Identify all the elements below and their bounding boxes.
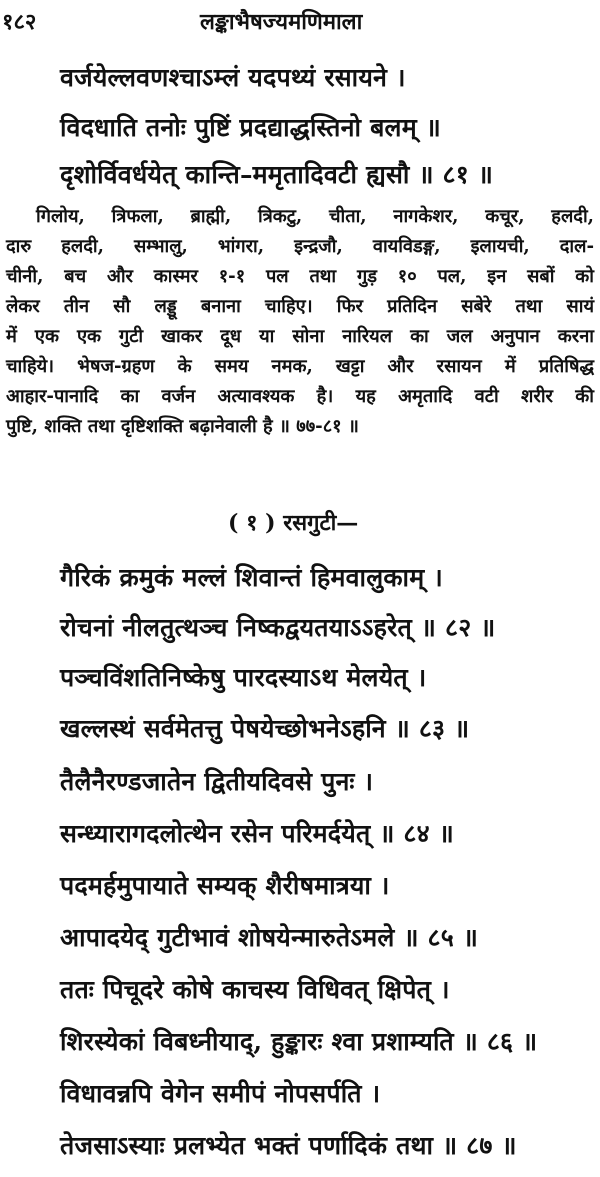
commentary-line: चीनी, बच और कास्मर १-१ पल तथा गुड़ १० पल, इन सबों को	[6, 266, 594, 287]
section-heading: ( १ ) रसगुटी—	[228, 510, 359, 536]
commentary-line: दारु हलदी, सम्भालु, भांगरा, इन्द्रजौ, वायविडङ्ग, इलायची, दाल-	[6, 236, 594, 257]
verse-line: आपादयेद् गुटीभावं शोषयेन्मारुतेऽमले ॥ ८५ ॥	[60, 923, 479, 952]
verse-line: पञ्चविंशतिनिष्केषु पारदस्याऽथ मेलयेत् ।	[60, 663, 427, 692]
commentary-line: पुष्टि, शक्ति तथा दृष्टिशक्ति बढ़ानेवाली है ॥ ७७-८१ ॥	[6, 416, 359, 437]
page-number: १८२	[2, 9, 37, 35]
verse-line: रोचनां नीलतुत्थञ्च निष्कद्वयतयाऽऽहरेत् ॥ ८२ ॥	[60, 613, 496, 642]
verse-line: विदधाति तनोः पुष्टिं प्रदद्याद्धस्तिनो बलम् ॥	[60, 113, 441, 142]
verse-line: शिरस्येकां विबध्नीयाद्, हुङ्कारः श्वा प्रशाम्यति ॥ ८६ ॥	[60, 1027, 538, 1056]
verse-line: तैलैनैरण्डजातेन द्वितीयदिवसे पुनः ।	[60, 767, 374, 796]
verse-line: गैरिकं क्रमुकं मल्लं शिवान्तं हिमवालुकाम् ।	[60, 563, 443, 592]
verse-line: सन्ध्यारागदलोत्थेन रसेन परिमर्दयेत् ॥ ८४ ॥	[60, 819, 454, 848]
verse-line: विधावन्नपि वेगेन समीपं नोपसर्पति ।	[60, 1079, 381, 1108]
commentary-line: आहार-पानादि का वर्जन अत्यावश्यक है। यह अमृतादि वटी शरीर की	[6, 386, 594, 407]
commentary-line: लेकर तीन सौ लड्डू बनाना चाहिए। फिर प्रतिदिन सबेरे तथा सायं	[6, 296, 594, 317]
running-title: लङ्काभैषज्यमणिमाला	[200, 9, 363, 35]
commentary-line: में एक एक गुटी खाकर दूध या सोना नारियल का जल अनुपान करना	[6, 326, 594, 347]
commentary-paragraph	[6, 202, 594, 442]
verse-line: ततः पिचूदरे कोषे काचस्य विधिवत् क्षिपेत् ।	[60, 975, 450, 1004]
verse-line: वर्जयेल्लवणश्चाऽम्लं यदपथ्यं रसायने ।	[60, 63, 406, 92]
page-header	[0, 4, 600, 36]
commentary-line: गिलोय, त्रिफला, ब्राह्मी, त्रिकटु, चीता, नागकेशर, कचूर, हलदी,	[36, 206, 594, 227]
verse-line: तेजसाऽस्याः प्रलभ्येत भक्तं पर्णादिकं तथा ॥ ८७ ॥	[60, 1131, 517, 1160]
verse-line: दृशोर्विवर्धयेत् कान्ति–ममृतादिवटी ह्यसौ ॥ ८१ ॥	[60, 160, 494, 189]
commentary-line: चाहिये। भेषज-ग्रहण के समय नमक, खट्टा और रसायन में प्रतिषिद्ध	[6, 356, 594, 377]
verse-line: पदमर्हमुपायाते सम्यक् शैरीषमात्रया ।	[60, 871, 390, 900]
verse-line: खल्लस्थं सर्वमेतत्तु पेषयेच्छोभनेऽहनि ॥ ८३ ॥	[60, 714, 470, 743]
